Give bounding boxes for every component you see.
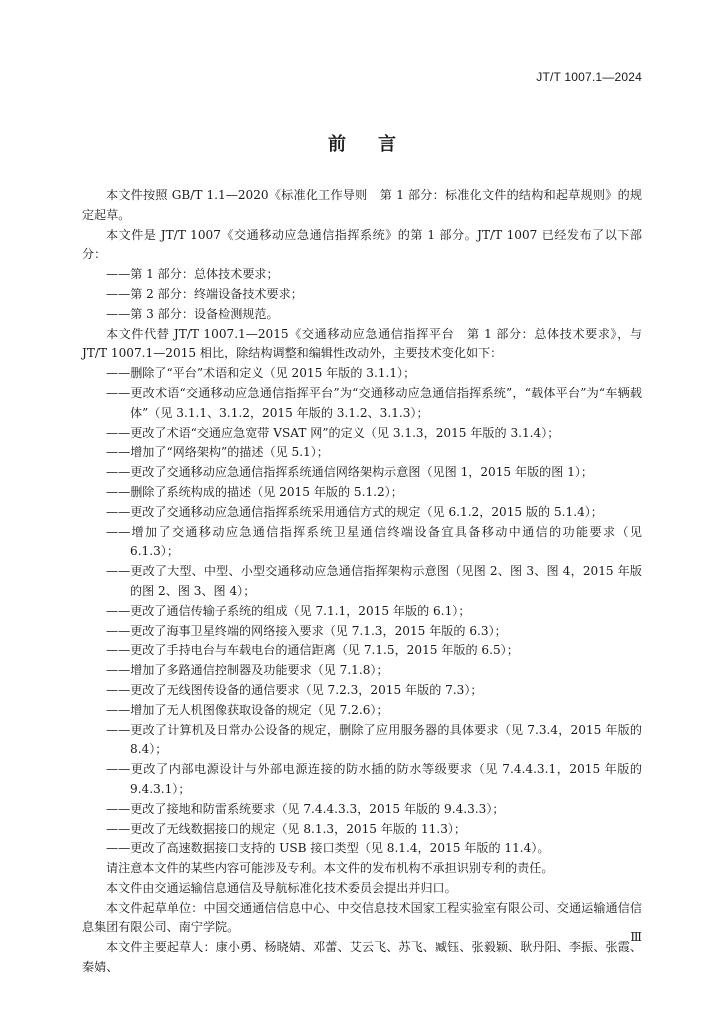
list-item-change: ——更改了通信传输子系统的组成（见 7.1.1，2015 年版的 6.1）；: [106, 603, 471, 618]
page-number: Ⅲ: [630, 930, 642, 944]
list-item-change: ——更改了计算机及日常办公设备的规定，删除了应用服务器的具体要求（见 7.3.4，2015 年版的 8.4）；: [106, 722, 642, 757]
list-item-change: ——更改了手持电台与车载电台的通信距离（见 7.1.5，2015 年版的 6.5）；: [106, 643, 519, 658]
foreword-body: [82, 186, 642, 978]
list-item-change: ——增加了无人机图像获取设备的规定（见 7.2.6）；: [106, 702, 389, 717]
page-title: 前言: [328, 134, 428, 155]
list-item-change: ——更改了海事卫星终端的网络接入要求（见 7.1.3，2015 年版的 6.3）；: [106, 623, 507, 638]
paragraph-drafters: 本文件主要起草人：康小勇、杨晓婧、邓蕾、艾云飞、苏飞、臧钰、张毅颖、耿丹阳、李振、张霞、秦婧、: [82, 940, 642, 975]
paragraph-replacement: 本文件代替 JT/T 1007.1—2015《交通移动应急通信指挥平台 第 1 部分：总体技术要求》，与 JT/T 1007.1—2015 相比，除结构调整和编辑性改动外，主要技术变化如下：: [82, 326, 642, 361]
list-item-change: ——更改了接地和防雷系统要求（见 7.4.4.3.3，2015 年版的 9.4.3.3）；: [106, 801, 505, 816]
paragraph-series-intro: 本文件是 JT/T 1007《交通移动应急通信指挥系统》的第 1 部分。JT/T 1007 已经发布了以下部分：: [82, 227, 642, 262]
list-item-change: ——增加了多路通信控制器及功能要求（见 7.1.8）；: [106, 663, 389, 678]
list-item-change: ——更改了大型、中型、小型交通移动应急通信指挥架构示意图（见图 2、图 3、图 4，2015 年版的图 2、图 3、图 4）；: [106, 564, 642, 598]
list-item-change: ——删除了系统构成的描述（见 2015 年版的 5.1.2）；: [106, 484, 403, 499]
list-item-change: ——更改了交通移动应急通信指挥系统采用通信方式的规定（见 6.1.2，2015 版的 5.1.4）；: [106, 504, 603, 519]
list-item-part: ——第 2 部分：终端设备技术要求；: [106, 286, 303, 301]
paragraph-drafting-units: 本文件起草单位：中国交通通信信息中心、中交信息技术国家工程实验室有限公司、交通运输通信信息集团有限公司、南宁学院。: [82, 900, 642, 935]
list-item-change: ——增加了交通移动应急通信指挥系统卫星通信终端设备宜具备移动中通信的功能要求（见 6.1.3）；: [106, 524, 642, 559]
list-item-change: ——更改了高速数据接口支持的 USB 接口类型（见 8.1.4，2015 年版的 11.4）。: [106, 841, 550, 856]
list-item-change: ——增加了“网络架构”的描述（见 5.1）；: [106, 445, 329, 460]
standard-code: JT/T 1007.1—2024: [536, 70, 642, 84]
list-item-change: ——更改了交通移动应急通信指挥系统通信网络架构示意图（见图 1，2015 年版的图 1）；: [106, 465, 594, 480]
list-item-change: ——删除了“平台”术语和定义（见 2015 年版的 3.1.1）；: [106, 366, 416, 381]
paragraph-proposer: 本文件由交通运输信息通信及导航标准化技术委员会提出并归口。: [106, 880, 457, 895]
paragraph-patent-notice: 请注意本文件的某些内容可能涉及专利。本文件的发布机构不承担识别专利的责任。: [106, 861, 554, 876]
list-item-change: ——更改了内部电源设计与外部电源连接的防水插的防水等级要求（见 7.4.4.3.1，2015 年版的 9.4.3.1）；: [106, 762, 642, 796]
list-item-change: ——更改了术语“交通应急宽带 VSAT 网”的定义（见 3.1.3，2015 年版的 3.1.4）；: [106, 425, 560, 440]
list-item-part: ——第 3 部分：设备检测规范。: [106, 306, 279, 321]
list-item-part: ——第 1 部分：总体技术要求；: [106, 267, 279, 282]
paragraph-drafting-rules: 本文件按照 GB/T 1.1—2020《标准化工作导则 第 1 部分：标准化文件的结构和起草规则》的规定起草。: [82, 188, 642, 222]
list-item-change: ——更改了无线图传设备的通信要求（见 7.2.3，2015 年版的 7.3）；: [106, 682, 483, 697]
list-item-change: ——更改了无线数据接口的规定（见 8.1.3，2015 年版的 11.3）；: [106, 821, 467, 836]
list-item-change: ——更改术语“交通移动应急通信指挥平台”为“交通移动应急通信指挥系统”，“载体平台”为“车辆载体”（见 3.1.1、3.1.2，2015 年版的 3.1.2、3.1.3）；: [106, 385, 642, 420]
